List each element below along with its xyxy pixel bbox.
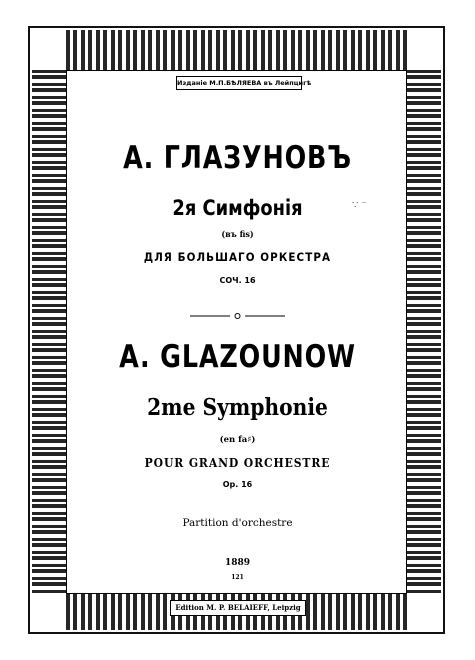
composer-russian: А. ГЛАЗУНОВЪ [123,140,352,176]
title-french: 2me Symphonie [147,394,328,421]
title-russian: 2я Симфонія [172,196,303,220]
year: 1889 [224,558,251,568]
edition-footer: Edition M. P. BELAIEFF, Leipzig [170,600,306,616]
opus-french: Op. 16 [222,480,253,489]
publisher-banner: Изданіе М.П.БѢЛЯЕВА въ Лейпцигѣ [176,76,302,90]
opus-russian: СОЧ. 16 [219,276,256,285]
subtitle-french: POUR GRAND ORCHESTRE [144,456,331,470]
ornamental-border-top [66,30,407,70]
key-french: (en fa♯) [219,435,256,445]
subtitle-russian: ДЛЯ БОЛЬШАГО ОРКЕСТРА [143,250,332,264]
stray-mark: ∵ ⁻ [352,200,367,211]
key-russian: (въ fis) [221,229,254,239]
divider-ornament [190,313,285,319]
edition-type: Partition d'orchestre [182,517,293,529]
composer-french: A. GLAZOUNOW [119,339,356,375]
plate-number: 121 [231,574,244,581]
